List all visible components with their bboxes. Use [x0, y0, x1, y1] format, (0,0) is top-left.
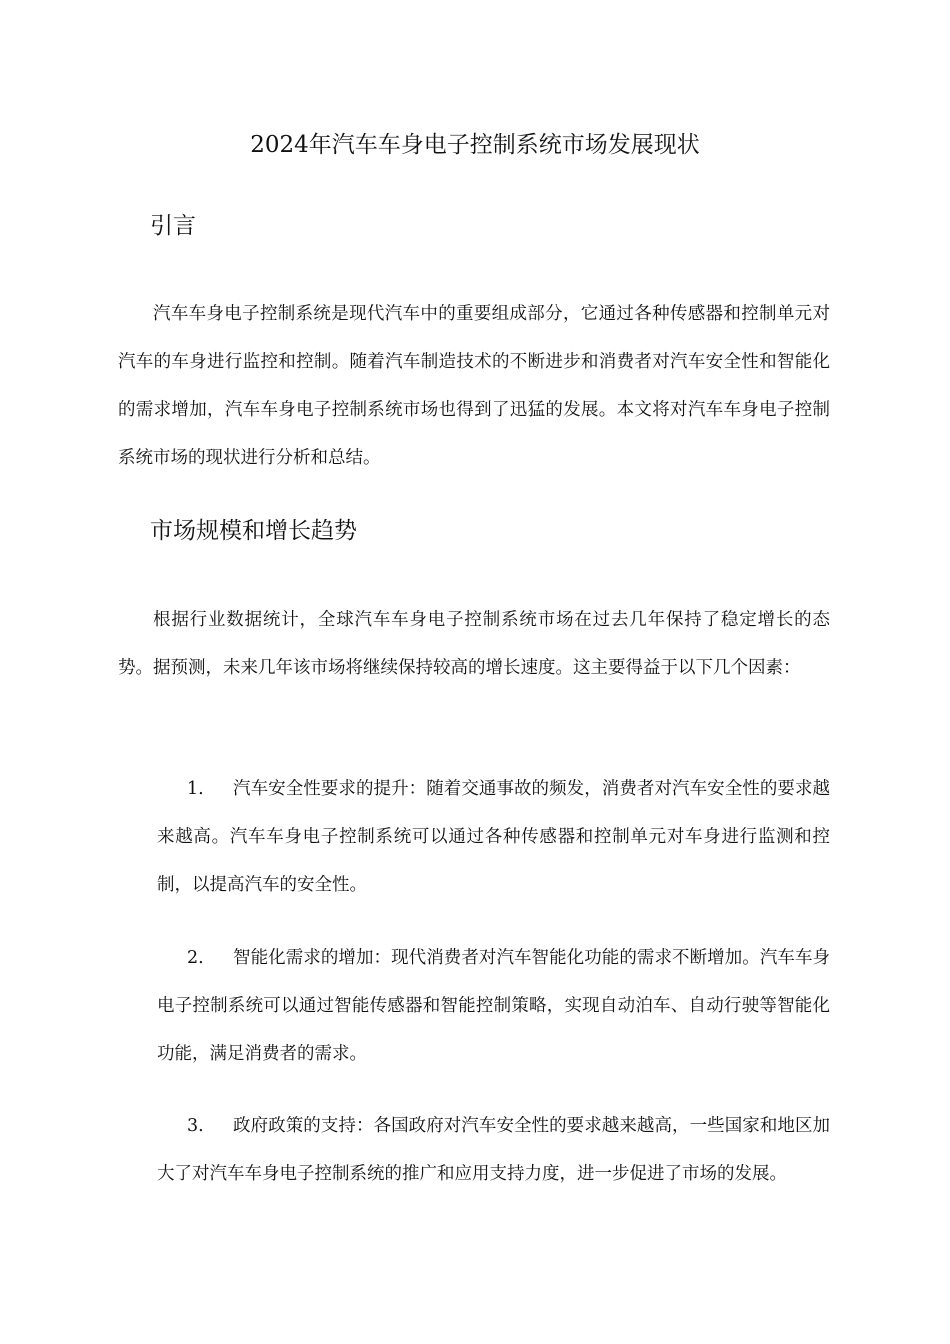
list-item-number: 1. — [187, 779, 204, 799]
list-item-text: 智能化需求的增加：现代消费者对汽车智能化功能的需求不断增加。汽车车身电子控制系统可以通过智能传感器和智能控制策略，实现自动泊车、自动行驶等智能化功能，满足消费者的需求。 — [157, 948, 830, 1064]
section-heading-introduction: 引言 — [150, 213, 196, 239]
list-item — [157, 1102, 830, 1198]
introduction-paragraph: 汽车车身电子控制系统是现代汽车中的重要组成部分，它通过各种传感器和控制单元对汽车的车身进行监控和控制。随着汽车制造技术的不断进步和消费者对汽车安全性和智能化的需求增加，汽车车身电子控制系统市场也得到了迅猛的发展。本文将对汽车车身电子控制系统市场的现状进行分析和总结。 — [118, 304, 830, 468]
list-item — [157, 765, 830, 909]
list-item-text: 汽车安全性要求的提升：随着交通事故的频发，消费者对汽车安全性的要求越来越高。汽车车身电子控制系统可以通过各种传感器和控制单元对车身进行监测和控制，以提高汽车的安全性。 — [157, 779, 830, 895]
list-item — [157, 934, 830, 1078]
document-title: 2024年汽车车身电子控制系统市场发展现状 — [250, 132, 700, 158]
list-item-number: 3. — [187, 1116, 204, 1136]
list-item-text: 政府政策的支持：各国政府对汽车安全性的要求越来越高，一些国家和地区加大了对汽车车身电子控制系统的推广和应用支持力度，进一步促进了市场的发展。 — [157, 1116, 830, 1184]
market-size-paragraph: 根据行业数据统计，全球汽车车身电子控制系统市场在过去几年保持了稳定增长的态势。据预测，未来几年该市场将继续保持较高的增长速度。这主要得益于以下几个因素： — [118, 610, 830, 678]
section-heading-market-size: 市场规模和增长趋势 — [150, 518, 357, 544]
list-item-number: 2. — [187, 948, 204, 968]
